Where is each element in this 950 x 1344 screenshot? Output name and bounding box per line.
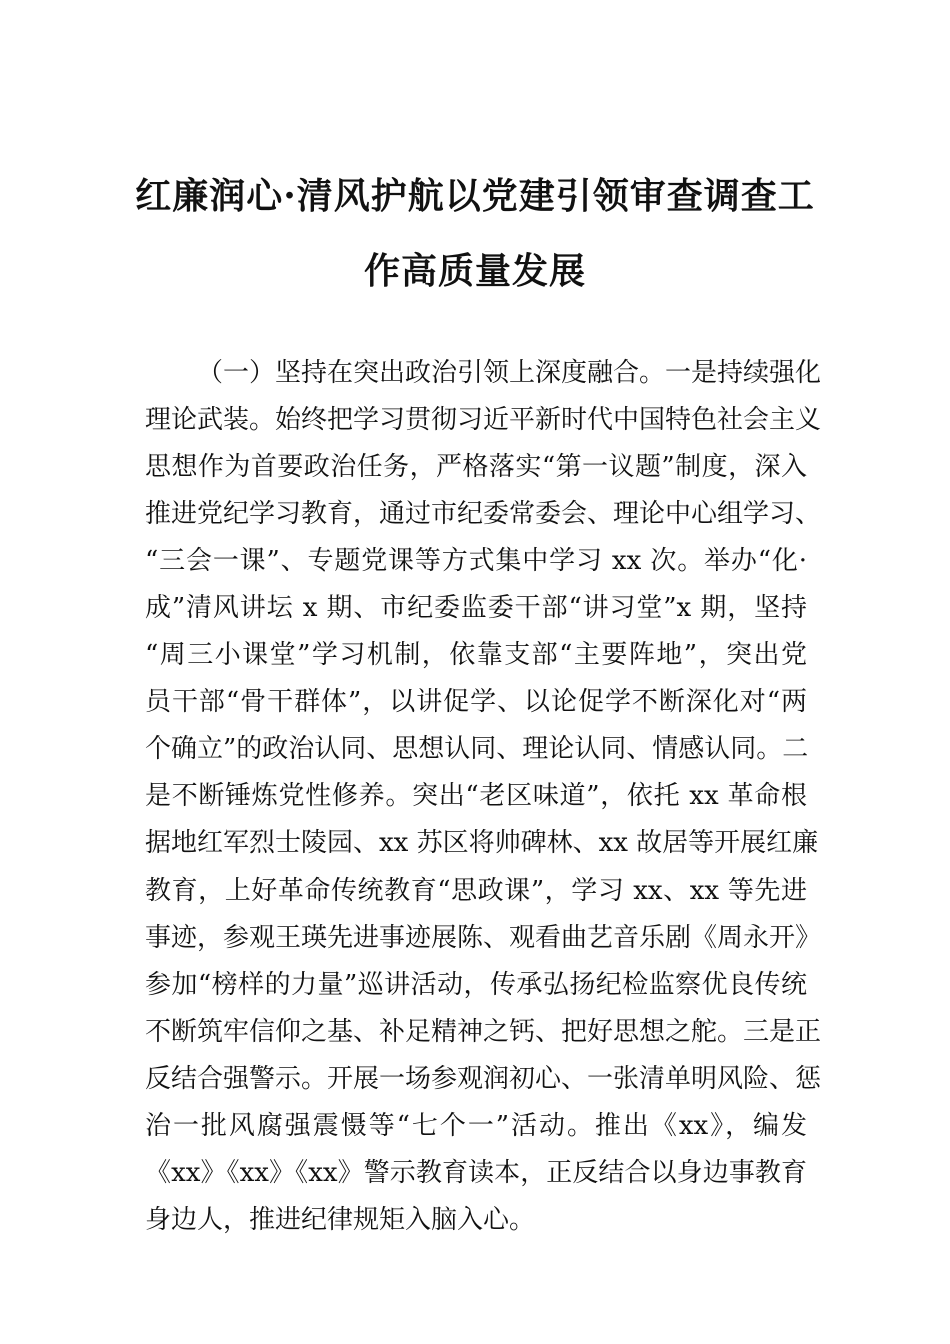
document-title-line-2: 作高质量发展 <box>363 250 586 292</box>
paragraph-line: 据地红军烈士陵园、xx 苏区将帅碑林、xx 故居等开展红廉 <box>145 828 819 859</box>
paragraph-line: “周三小课堂”学习机制，依靠支部“主要阵地”，突出党 <box>145 640 807 671</box>
paragraph-line: 治一批风腐强震慑等“七个一”活动。推出《xx》，编发 <box>145 1110 807 1141</box>
paragraph-line: 反结合强警示。开展一场参观润初心、一张清单明风险、惩 <box>145 1063 822 1094</box>
paragraph-line: 不断筑牢信仰之基、补足精神之钙、把好思想之舵。三是正 <box>145 1016 822 1047</box>
document-title-line-1: 红廉润心·清风护航以党建引领审查调查工 <box>135 175 815 217</box>
paragraph-line: （一）坚持在突出政治引领上深度融合。一是持续强化 <box>197 358 822 388</box>
body-paragraph <box>145 350 822 1244</box>
paragraph-line: 身边人，推进纪律规矩入脑入心。 <box>145 1204 536 1235</box>
paragraph-line: 是不断锤炼党性修养。突出“老区味道”，依托 xx 革命根 <box>145 781 807 812</box>
paragraph-line: 成”清风讲坛 x 期、市纪委监委干部“讲习堂”x 期，坚持 <box>145 593 807 624</box>
paragraph-line: 教育，上好革命传统教育“思政课”，学习 xx、xx 等先进 <box>145 875 807 906</box>
paragraph-line: 推进党纪学习教育，通过市纪委常委会、理论中心组学习、 <box>145 499 822 530</box>
paragraph-line: 《xx》《xx》《xx》警示教育读本，正反结合以身边事教育 <box>145 1157 807 1188</box>
paragraph-line: 员干部“骨干群体”，以讲促学、以论促学不断深化对“两 <box>145 687 807 718</box>
paragraph-line: “三会一课”、专题党课等方式集中学习 xx 次。举办“化· <box>145 546 807 577</box>
paragraph-line: 思想作为首要政治任务，严格落实“第一议题”制度，深入 <box>145 452 807 483</box>
paragraph-line: 参加“榜样的力量”巡讲活动，传承弘扬纪检监察优良传统 <box>145 969 807 1000</box>
paragraph-line: 理论武装。始终把学习贯彻习近平新时代中国特色社会主义 <box>145 405 822 436</box>
paragraph-line: 事迹，参观王瑛先进事迹展陈、观看曲艺音乐剧《周永开》 <box>145 922 822 953</box>
paragraph-line: 个确立”的政治认同、思想认同、理论认同、情感认同。二 <box>145 734 809 765</box>
